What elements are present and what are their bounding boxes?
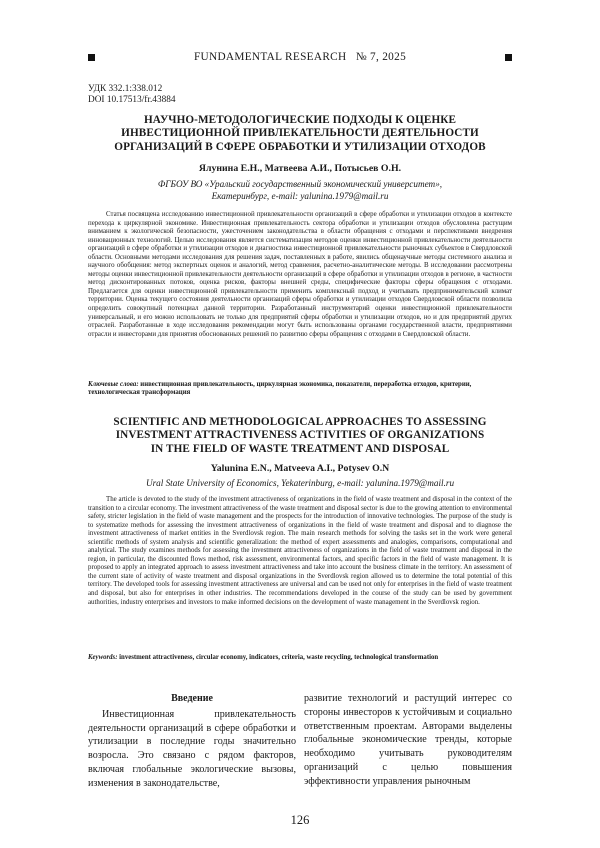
square-bullet-icon <box>88 54 95 61</box>
body-column-right <box>304 692 512 789</box>
title-ru-line: НАУЧНО-МЕТОДОЛОГИЧЕСКИЕ ПОДХОДЫ К ОЦЕНКЕ <box>143 114 457 126</box>
journal-issue: № 7, 2025 <box>355 51 407 63</box>
title-ru-line: ОРГАНИЗАЦИЙ В СФЕРЕ ОБРАБОТКИ И УТИЛИЗАЦИИ ОТХОДОВ <box>114 140 486 153</box>
journal-name: FUNDAMENTAL RESEARCH <box>193 51 347 63</box>
abstract-en: The article is devoted to the study of the investment attractiveness of organizations in the field of waste treatment and disposal in the context of the transition to a circular economy. The investment attractiveness of the waste treatment and disposal sector is due to the growing attention to environmental safety, stricter legislation in the field of waste management and the prospects for the introduction of innovative technologies. The purpose of the study is to systematize methods for assessing the investment attractiveness of organizations in the field of waste treatment and disposal and to diagnose the investment attractiveness of market entities in the Sverdlovsk region. The main research methods for solving the tasks set in the work were general scientific methods of system analysis and scientific generalization: the method of expert assessments and analogies, comparisons, computational and analytical. The study examines methods for assessing the investment attractiveness of organizations in the field of waste treatment and disposal in the region, in particular, the discounted flows method, risk assessment, environmental factors, and specific factors in the field of waste management. It is proposed to apply an integrated approach to assess investment attractiveness and take into account the business climate in the territory. An assessment of the current state of activity of waste treatment and disposal organizations in the Sverdlovsk region allowed us to determine the total potential of this territory. The developed tools for assessing investment attractiveness are universal and can be used not only for enterprises in the field of waste treatment and disposal, but also for enterprises in other industries. The recommendations developed in the course of the study can be used by government authorities, industry enterprises and investors to make informed decisions on the development of waste management in the Sverdlovsk region. <box>88 496 512 606</box>
article-meta <box>88 84 176 106</box>
keywords-en <box>88 654 512 662</box>
title-en-line: IN THE FIELD OF WASTE TREATMENT AND DISPOSAL <box>150 442 450 455</box>
affiliation-ru <box>70 179 530 202</box>
authors-ru: Ялунина Е.Н., Матвеева А.И., Потысьев О.Н. <box>198 163 402 174</box>
title-en <box>70 416 530 456</box>
keywords-ru <box>88 381 512 398</box>
title-en-line: INVESTMENT ATTRACTIVENESS ACTIVITIES OF ORGANIZATIONS <box>115 429 485 442</box>
keywords-en-label: Keywords: <box>88 654 118 661</box>
title-ru-line: ИНВЕСТИЦИОННОЙ ПРИВЛЕКАТЕЛЬНОСТИ ДЕЯТЕЛЬНОСТИ <box>121 127 479 140</box>
abstract-ru: Статья посвящена исследованию инвестиционной привлекательности организаций в сфере обработки и утилизации отходов в контексте перехода к циркулярной экономике. Инвестиционная привлекательность сектора обработки и утилизации отходов обусловлена растущим вниманием к экологической безопасности, ужесточением законодательства в области обращения с отходами и перспективами внедрения инновационных технологий. Целью исследования является систематизация методов оценки инвестиционной привлекательности деятельности организаций в сфере обработки и утилизации отходов и диагностика инвестиционной привлекательности рыночных субъектов в Свердловской области. Основными методами исследования для решения задач, поставленных в работе, явились общенаучные методы системного анализа и научного обобщения: метод экспертных оценок и аналогий, метод сравнения, расчетно-аналитические методы. В исследовании рассмотрены методы оценки инвестиционной привлекательности деятельности организаций в сфере обработки и утилизации отходов в регионе, в частности метод дисконтированных потоков, оценка рисков, факторы внешней среды, специфические факторы сферы обращения с отходами. Предлагается для оценки инвестиционной привлекательности применить комплексный подход и учитывать предпринимательский климат территории. Оценка текущего состояния деятельности организаций сферы обработки и утилизации отходов Свердловской области позволила определить совокупный потенциал данной территории. Разработанный инструментарий оценки инвестиционной привлекательности универсальный, и его можно использовать не только для предприятий сферы обработки и утилизации отходов, но и для предприятий других отраслей. Разработанные в ходе исследования рекомендации могут быть использованы органами государственной власти, предприятиями отрасли и инвесторами для принятия обоснованных решений по развитию сферы обращения с отходами в Свердловской области. <box>88 211 512 338</box>
doi: DOI 10.17513/fr.43884 <box>88 95 176 105</box>
square-bullet-icon <box>505 54 512 61</box>
affiliation-en: Ural State University of Economics, Yekaterinburg, e-mail: yalunina.1979@mail.ru <box>145 478 455 488</box>
section-heading-introduction: Введение <box>171 693 213 704</box>
journal-header <box>88 51 512 63</box>
authors-en: Yalunina E.N., Matveeva A.I., Potysev O.N <box>210 463 390 474</box>
keywords-ru-label: Ключевые слова: <box>88 381 139 388</box>
body-paragraph: развитие технологий и растущий интерес со стороны инвесторов к устойчивым и социально ответственным проектам. Авторами выделены глобальные экономические тренды, которые необходимо учитывать руководителям организаций с целью повышения эффективности управления рыночным <box>304 693 512 787</box>
title-en-line: SCIENTIFIC AND METHODOLOGICAL APPROACHES TO ASSESSING <box>113 416 487 428</box>
page-number: 126 <box>290 813 310 827</box>
journal-header-text <box>95 51 505 63</box>
affiliation-ru-line: ФГБОУ ВО «Уральский государственный экономический университет», <box>157 179 443 189</box>
keywords-en-text: investment attractiveness, circular economy, indicators, criteria, waste recycling, technological transformation <box>119 654 439 661</box>
udc-code: УДК 332.1:338.012 <box>88 84 163 94</box>
keywords-ru-text: инвестиционная привлекательность, циркулярная экономика, показатели, переработка отходов, критерии, технологическая трансформация <box>88 381 472 397</box>
title-ru <box>70 114 530 154</box>
affiliation-ru-line: Екатеринбург, e-mail: yalunina.1979@mail.ru <box>211 190 389 201</box>
body-paragraph: Инвестиционная привлекательность деятельности организаций в сфере обработки и утилизации в последние годы значительно возросла. Это связано с рядом факторов, включая глобальные экологические вызовы, изменения в законодательстве, <box>88 708 296 789</box>
body-column-left <box>88 692 296 791</box>
